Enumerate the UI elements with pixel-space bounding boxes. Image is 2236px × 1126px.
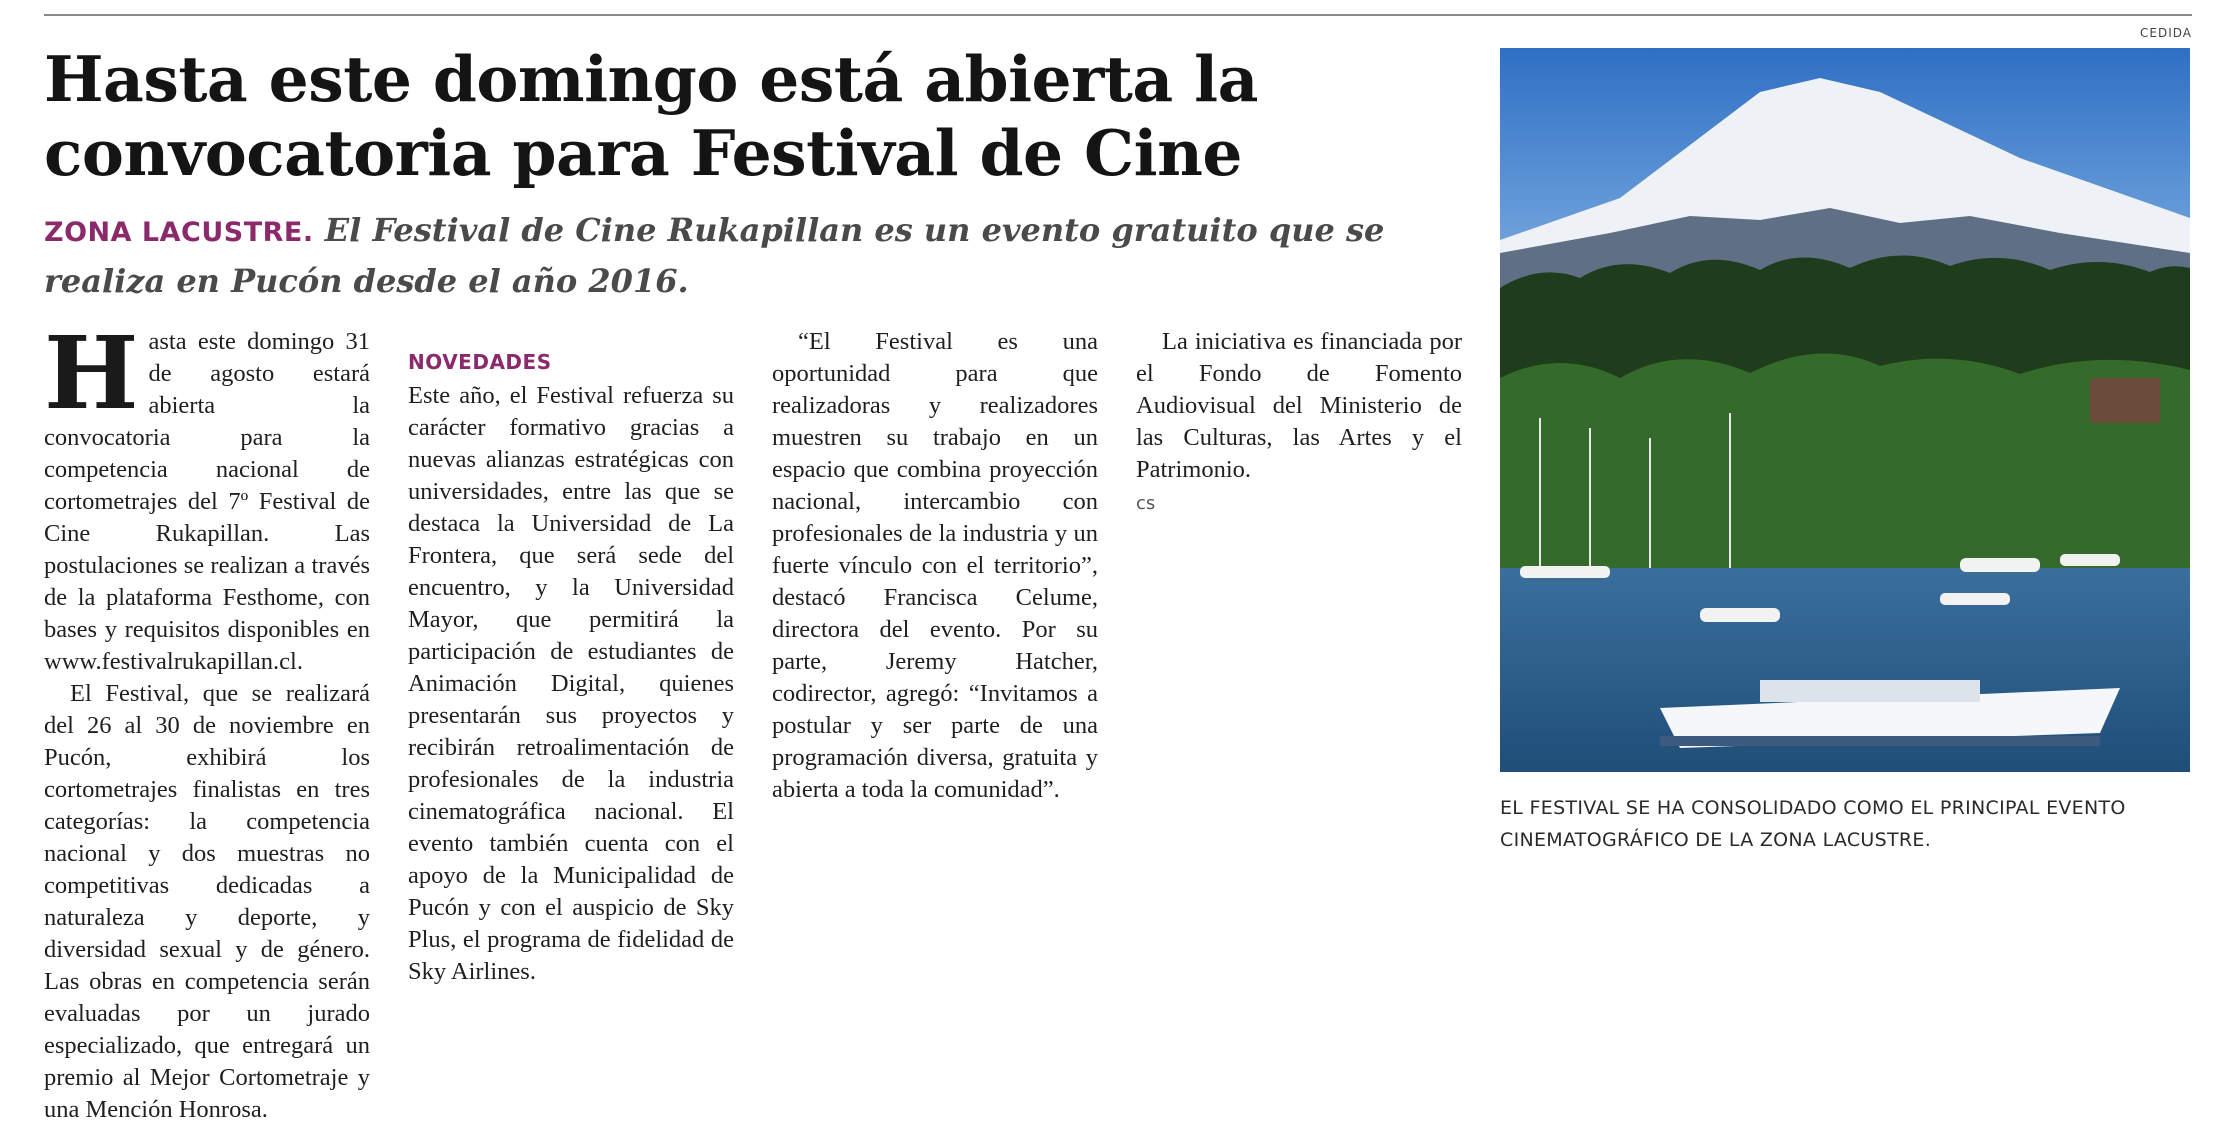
drop-cap: H	[44, 314, 139, 432]
house	[2090, 378, 2160, 423]
top-rule	[44, 14, 2192, 16]
article-deck	[44, 206, 1464, 305]
kicker: ZONA LACUSTRE.	[44, 217, 314, 248]
article-body	[44, 314, 1464, 1123]
body-paragraph-2	[44, 678, 370, 1126]
body-paragraph-5: La iniciativa es financiada por el Fondo de Fomento Audiovisual del Ministerio de las Culturas, las Artes y el Patrimonio.	[1136, 328, 1462, 483]
deck-text: El Festival de Cine Rukapillan es un evento gratuito que se realiza en Pucón desde el año 2016.	[44, 211, 1385, 300]
body-paragraph-4: “El Festival es una oportunidad para que realizadoras y realizadores muestren su trabajo en un espacio que combina proyección nacional, intercambio con profesionales de la industria y un fuerte vínculo con el territorio”, destacó Francisca Celume, directora del evento. Por su parte, Jeremy Hatcher, codirector, agregó: “Invitamos a postular y ser parte de una programación diversa, gratuita y abierta a toda la comunidad”.	[772, 328, 1098, 803]
article-headline: Hasta este domingo está abierta la convocatoria para Festival de Cine	[44, 42, 1258, 190]
body-column-1	[44, 314, 370, 1123]
body-column-3	[772, 326, 1098, 856]
body-column-2	[408, 326, 734, 985]
forest-light	[1500, 354, 2190, 568]
body-paragraph-3: Este año, el Festival refuerza su carácter formativo gracias a nuevas alianzas estratégicas con universidades, entre las que se destaca la Universidad de La Frontera, que será sede del encuentro, y la Universidad Mayor, que permitirá la participación de estudiantes de Animación Digital, quienes presentarán sus proyectos y recibirán retroalimentación de profesionales de la industria cinematográfica nacional. El evento también cuenta con el apoyo de la Municipalidad de Pucón y con el auspicio de Sky Plus, el programa de fidelidad de Sky Airlines.	[408, 382, 734, 985]
end-mark: cs	[1136, 493, 1156, 514]
paragraph-2-text: El Festival, que se realizará del 26 al 30 de noviembre en Pucón, exhibirá los cortometrajes finalistas en tres categorías: la competencia nacional y dos muestras no competitivas dedicadas a naturaleza y deporte, y diversidad sexual y de género. Las obras en competencia serán evaluadas por un jurado especializado, que entregará un premio al Mejor Cortometraje y una Mención Honrosa.	[44, 680, 370, 1123]
photo-credit: CEDIDA	[2140, 26, 2192, 40]
volcano-lake-photo	[1500, 48, 2190, 772]
photo-caption: EL FESTIVAL SE HA CONSOLIDADO COMO EL PRINCIPAL EVENTO CINEMATOGRÁFICO DE LA ZONA LACUSTRE.	[1500, 797, 2126, 851]
section-subhead: NOVEDADES	[408, 350, 552, 374]
paragraph-1-text: asta este domingo 31 de agosto estará abierta la convocatoria para la competencia nacional de cortometrajes del 7º Festival de Cine Rukapillan. Las postulaciones se realizan a través de la plataforma Festhome, con bases y requisitos disponibles en www.festivalrukapillan.cl.	[44, 328, 370, 675]
body-paragraph-1	[44, 314, 370, 678]
body-column-4	[1136, 326, 1462, 856]
